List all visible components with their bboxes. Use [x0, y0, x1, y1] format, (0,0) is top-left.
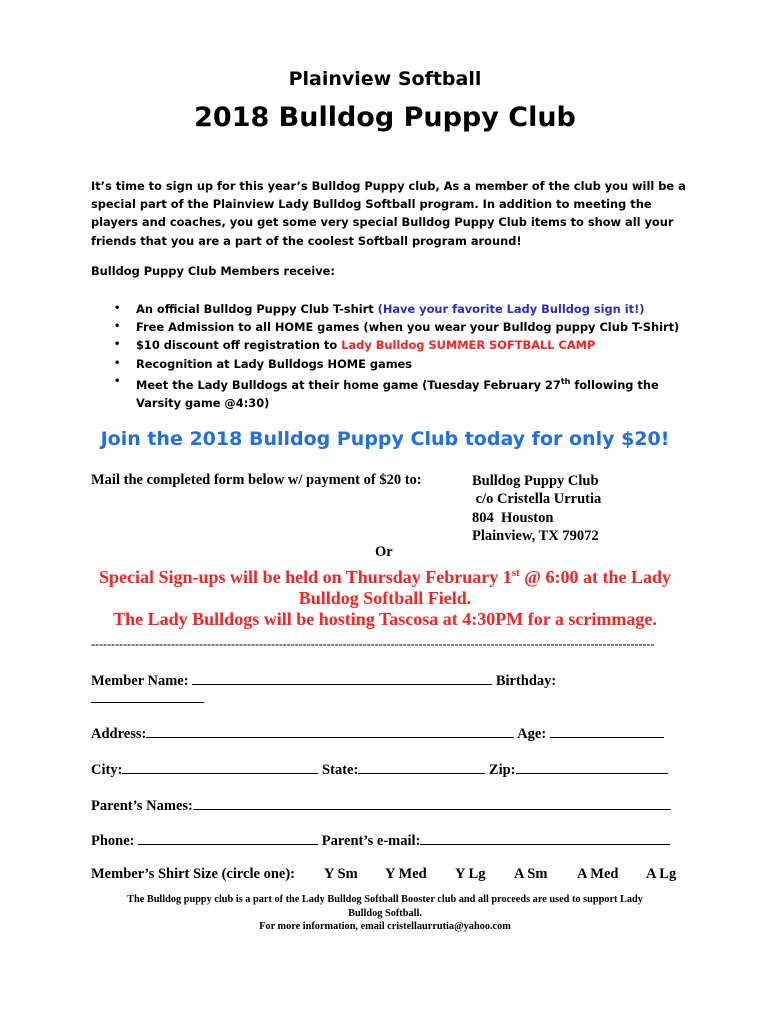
cut-line-divider: ---------------------------------------------------------------------------------------------------------------------------------------------: [91, 637, 655, 651]
zip-label: Zip:: [488, 762, 516, 778]
benefit-text: Free Admission to all HOME games (when you wear your Bulldog puppy Club T-Shirt): [136, 320, 680, 335]
bullet-icon: •: [114, 339, 121, 351]
join-callout: Join the 2018 Bulldog Puppy Club today for only $20!: [100, 428, 670, 450]
shirt-size-option-a-lg[interactable]: A Lg: [646, 866, 677, 882]
address-label: Address:: [91, 726, 147, 742]
birthday-field[interactable]: [91, 688, 204, 703]
bullet-icon: •: [114, 303, 121, 314]
state-label: State:: [322, 762, 359, 778]
special-text: Special Sign-ups will be held on Thursday February 1: [99, 567, 512, 587]
benefits-list: [91, 300, 691, 412]
benefit-text: Varsity game @4:30): [136, 395, 270, 410]
page-title: 2018 Bulldog Puppy Club: [194, 102, 576, 133]
superscript: st: [511, 567, 520, 579]
footer-line: Bulldog Softball.: [348, 907, 422, 919]
shirt-size-option-y-lg[interactable]: Y Lg: [455, 866, 486, 882]
list-item: [91, 318, 691, 336]
special-line: Bulldog Softball Field.: [298, 588, 472, 608]
member-name-field[interactable]: [192, 670, 492, 685]
address-line: c/o Cristella Urrutia: [472, 491, 602, 508]
benefit-text: An official Bulldog Puppy Club T-shirt: [136, 302, 378, 316]
address-line: Plainview, TX 79072: [472, 527, 599, 544]
bullet-icon: •: [114, 321, 121, 333]
list-item: [91, 300, 691, 318]
footer-note: [0, 893, 770, 934]
intro-line: friends that you are a part of the coolest Softball program around!: [91, 233, 522, 248]
benefits-heading: Bulldog Puppy Club Members receive:: [91, 264, 335, 278]
shirt-size-option-a-sm[interactable]: A Sm: [514, 866, 548, 882]
benefit-text: Recognition at Lady Bulldogs HOME games: [136, 356, 413, 371]
member-name-row: [91, 670, 556, 690]
city-label: City:: [91, 762, 123, 778]
or-separator: Or: [375, 544, 393, 560]
bullet-icon: •: [114, 357, 121, 369]
zip-field[interactable]: [516, 759, 668, 774]
special-line: [0, 563, 770, 588]
state-field[interactable]: [358, 759, 485, 774]
birthday-label: Birthday:: [495, 673, 557, 689]
address-line: 804 Houston: [472, 509, 554, 526]
intro-line: special part of the Plainview Lady Bulldog Softball program. In addition to meeting the: [91, 197, 652, 212]
benefit-highlight: (Have your favorite Lady Bulldog sign it!): [377, 302, 645, 316]
intro-line: It’s time to sign up for this year’s Bulldog Puppy club, As a member of the club you will be a: [91, 179, 686, 193]
shirt-size-option-y-med[interactable]: Y Med: [385, 866, 427, 882]
benefit-text: following the: [570, 377, 659, 392]
special-text: @ 6:00 at the Lady: [519, 567, 671, 587]
address-field[interactable]: [146, 723, 514, 738]
parent-email-field[interactable]: [420, 830, 670, 845]
shirt-size-label: Member’s Shirt Size (circle one):: [91, 866, 295, 882]
mailing-address: [472, 472, 601, 545]
parents-names-field[interactable]: [193, 795, 671, 810]
benefit-text: $10 discount off registration to: [136, 338, 342, 353]
mail-instruction: Mail the completed form below w/ payment of $20 to:: [91, 472, 422, 488]
age-label: Age:: [517, 726, 547, 742]
special-line: The Lady Bulldogs will be hosting Tascosa at 4:30PM for a scrimmage.: [113, 609, 657, 629]
special-signups-notice: [0, 563, 770, 630]
shirt-size-option-a-med[interactable]: A Med: [577, 866, 619, 882]
age-field[interactable]: [550, 723, 664, 738]
member-name-label: Member Name:: [91, 673, 189, 689]
parents-names-row: [91, 795, 671, 815]
phone-email-row: [91, 830, 670, 850]
intro-line: players and coaches, you get some very special Bulldog Puppy Club items to show all your: [91, 215, 674, 230]
parent-email-label: Parent’s e-mail:: [321, 833, 421, 849]
benefit-text: Meet the Lady Bulldogs at their home game (Tuesday February 27: [136, 377, 561, 392]
shirt-size-option-y-sm[interactable]: Y Sm: [324, 866, 358, 882]
bullet-icon: •: [114, 375, 121, 387]
footer-line: For more information, email cristellaurrutia@yahoo.com: [259, 921, 511, 932]
benefit-highlight: Lady Bulldog SUMMER SOFTBALL CAMP: [341, 338, 596, 353]
phone-field[interactable]: [138, 830, 318, 845]
address-row: [91, 723, 664, 743]
address-line: Bulldog Puppy Club: [472, 473, 599, 489]
parents-names-label: Parent’s Names:: [91, 798, 193, 814]
phone-label: Phone:: [91, 833, 135, 849]
list-item: [91, 336, 691, 354]
list-item: [91, 373, 691, 412]
intro-paragraph: [91, 177, 691, 250]
footer-line: The Bulldog puppy club is a part of the Lady Bulldog Softball Booster club and all proceeds are used to support Lady: [127, 894, 643, 905]
list-item: [91, 355, 691, 373]
page-subtitle: Plainview Softball: [288, 68, 482, 90]
superscript: th: [560, 376, 571, 386]
city-state-zip-row: [91, 759, 668, 779]
city-field[interactable]: [122, 759, 318, 774]
